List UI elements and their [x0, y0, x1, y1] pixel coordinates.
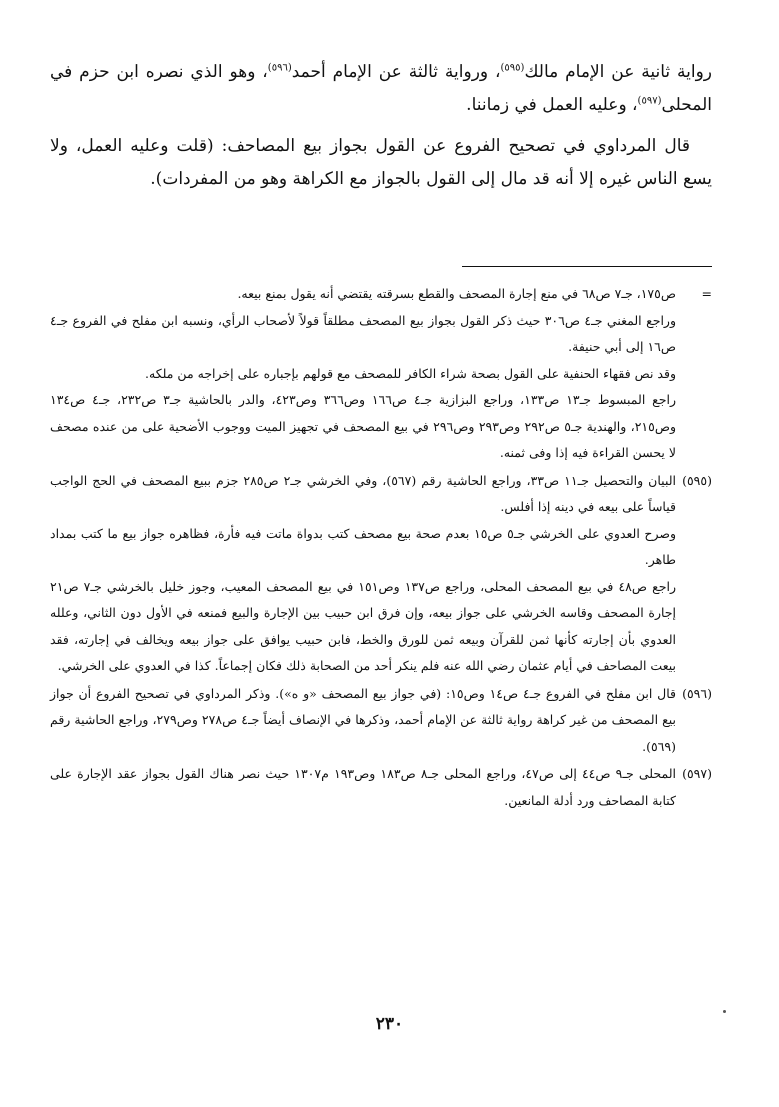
main-text-span: ، وهو الذي نصره ابن حزم في المحلى [50, 62, 712, 115]
footnotes [50, 281, 712, 814]
footnote-paragraph: وقد نص فقهاء الحنفية على القول بصحة شراء الكافر للمصحف مع قولهم بإجباره على إخراجه من ملكه. [145, 365, 676, 381]
scan-speck [723, 1010, 726, 1013]
footnote-continued [50, 281, 712, 467]
footnote-number: (٥٩٦) [682, 685, 712, 701]
main-text [50, 56, 712, 196]
footnote-separator [462, 266, 712, 267]
footnote-number: (٥٩٧) [682, 766, 712, 781]
footnote-paragraph: قال ابن مفلح في الفروع جـ٤ ص١٤ وص١٥: (في جواز بيع المصحف «و ه»). وذكر المرداوي في تصحيح الفروع أن جواز بيع المصحف من غير كراهة رواية ثالثة عن الإمام أحمد، وذكرها في الإنصاف أيضاً جـ٤ ص٢٧٨ وص٢٧٩، وراجع الحاشية رقم (٥٦٩). [50, 685, 676, 754]
footnote-paragraph: البيان والتحصيل جـ١١ ص٣٣، وراجع الحاشية رقم (٥٦٧)، وفي الخرشي جـ٢ ص٢٨٥ جزم ببيع المصحف في الحج الواجب قياساً على بيعه في دينه إذا أفلس. [50, 472, 676, 514]
footnote-number: (٥٩٥) [682, 472, 712, 488]
footnote-597 [50, 761, 712, 814]
main-text-span: ، وعليه العمل في زماننا. [466, 95, 638, 115]
footnote-paragraph: وصرح العدوي على الخرشي جـ٥ ص١٥ بعدم صحة بيع مصحف كتب بدواة ماتت فيه فأرة، فظاهره جواز بيع ما كتب بمداد طاهر. [50, 525, 677, 567]
footnote-paragraph: راجع ص٤٨ في بيع المصحف المحلى، وراجع ص١٣٧ وص١٥١ في بيع المصحف المعيب، وجوز خليل بالخرشي جـ٧ ص٢١ إجارة المصحف وقاسه الخرشي على جواز بيعه، وإن فرق ابن حبيب بين الإجارة والبيع فمنعه في الأول دون الثاني، وعلله العدوي بأن إجارته كأنها ثمن للقرآن وبيعه ثمن للورق والخط، فابن حبيب يوافق على جواز بيعه ويخالف في إجارته، فقد بيعت المصاحف في أيام عثمان رضي الله عنه فلم ينكر أحد من الصحابة ذلك فكان إجماعاً. كذا في العدوي على الخرشي. [50, 578, 676, 673]
page-body [50, 56, 712, 814]
footnote-ref-595[interactable]: (٥٩٥) [500, 62, 525, 74]
footnote-596 [50, 681, 712, 761]
main-text-span: ، ورواية ثالثة عن الإمام أحمد [291, 62, 501, 82]
footnote-595 [50, 468, 712, 680]
page-number: ٢٣٠ [375, 1014, 404, 1034]
footnote-paragraph: ص١٧٥، جـ٧ ص٦٨ في منع إجارة المصحف والقطع بسرقته يقتضي أنه يقول بمنع بيعه. [237, 286, 676, 301]
main-paragraph-1 [50, 56, 712, 122]
main-text-span: رواية ثانية عن الإمام مالك [524, 62, 712, 82]
footnote-ref-596[interactable]: (٥٩٦) [267, 62, 292, 74]
footnote-paragraph: راجع المبسوط جـ١٣ ص١٣٣، وراجع البزازية جـ٤ ص١٦٦ وص٣٦٦ وص٤٢٣، والدر بالحاشية جـ٣ ص٢٣٢، جـ٤ ص١٣٤ وص٢١٥، والهندية جـ٥ ص٢٩٢ وص٢٩٣ وص٢٩٦ في بيع المصحف في تجهيز الميت ووجوب الأضحية على من عنده مصحف لا يحسن القراءة فيه إذا وفى ثمنه. [50, 392, 677, 460]
main-paragraph-2: قال المرداوي في تصحيح الفروع عن القول بجواز بيع المصاحف: (قلت وعليه العمل، ولا يسع الناس غيره إلا أنه قد مال إلى القول بالجواز مع الكراهة وهو من المفردات). [50, 136, 712, 189]
footnote-paragraph: وراجع المغني جـ٤ ص٣٠٦ حيث ذكر القول بجواز بيع المصحف مطلقاً قولاً لأصحاب الرأي، ونسبه ابن مفلح في الفروع جـ٤ ص١٦ إلى أبي حنيفة. [50, 312, 676, 354]
footnote-number: = [701, 286, 712, 301]
footnote-paragraph: المحلى جـ٩ ص٤٤ إلى ص٤٧، وراجع المحلى جـ٨ ص١٨٣ وص١٩٣ م١٣٠٧ حيث نصر هناك القول بجواز عقد الإجارة على كتابة المصاحف ورد أدلة المانعين. [50, 766, 676, 808]
footnote-ref-597[interactable]: (٥٩٧) [637, 95, 662, 107]
